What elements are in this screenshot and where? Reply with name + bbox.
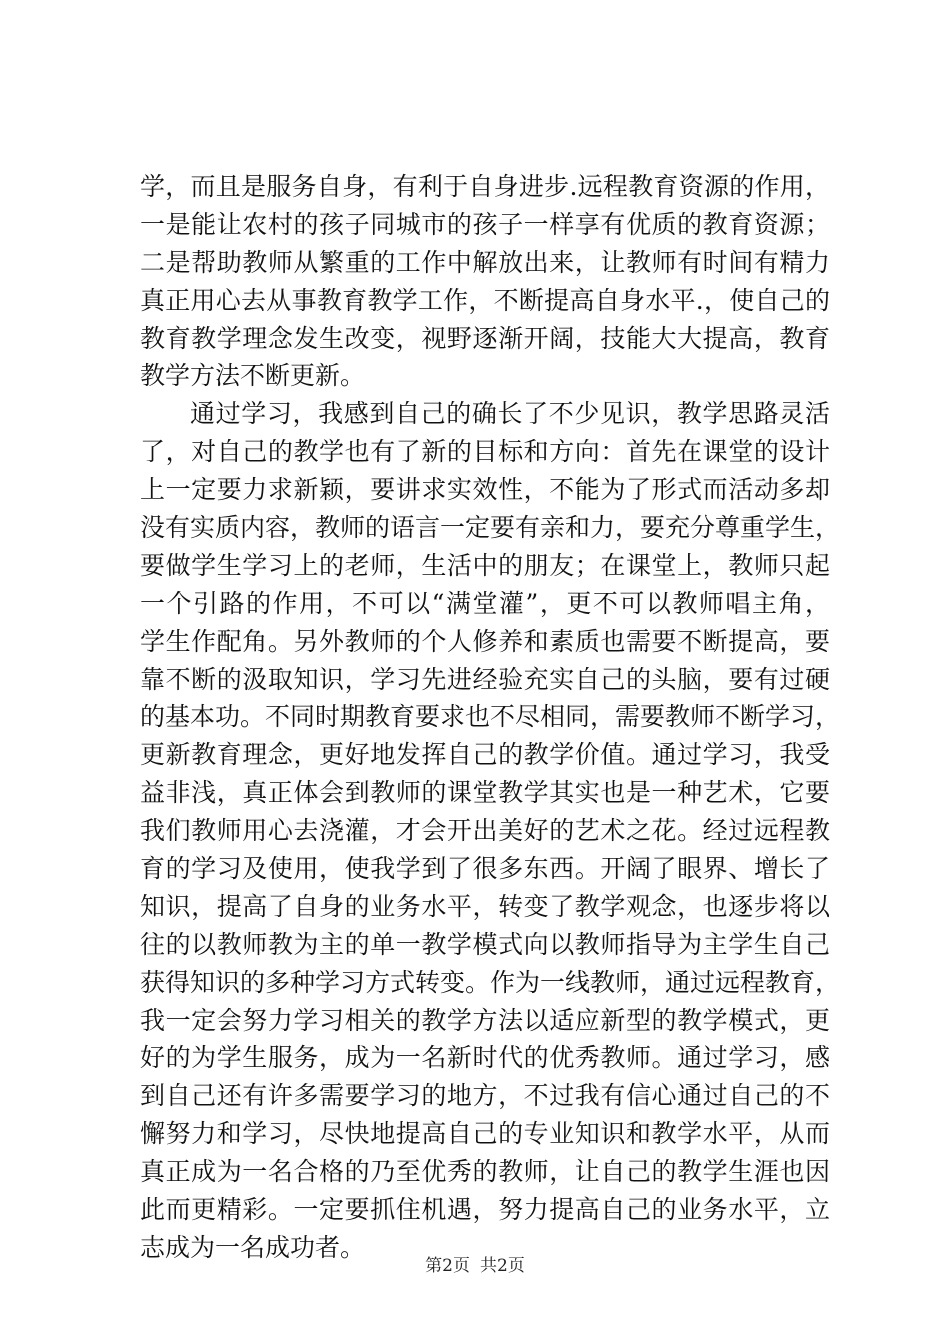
paragraph-line: 的基本功。不同时期教育要求也不尽相同，需要教师不断学习， (140, 702, 841, 732)
paragraph-line: 育的学习及使用，使我学到了很多东西。开阔了眼界、增长了 (140, 854, 830, 884)
paragraph-line: 一是能让农村的孩子同城市的孩子一样享有优质的教育资源； (140, 209, 830, 239)
paragraph-line: 更新教育理念，更好地发挥自己的教学价值。通过学习，我受 (140, 740, 830, 770)
page-total: 共2页 (480, 1256, 525, 1276)
paragraph-line: 志成为一名成功者。 (140, 1232, 366, 1262)
paragraph-line: 了，对自己的教学也有了新的目标和方向：首先在课堂的设计 (140, 437, 830, 467)
paragraph-line: 此而更精彩。一定要抓住机遇，努力提高自己的业务水平，立 (140, 1195, 830, 1225)
paragraph-line: 获得知识的多种学习方式转变。作为一线教师，通过远程教育， (140, 967, 841, 997)
paragraph-line: 学生作配角。另外教师的个人修养和素质也需要不断提高，要 (140, 626, 830, 656)
paragraph-line: 没有实质内容，教师的语言一定要有亲和力，要充分尊重学生， (140, 513, 841, 543)
paragraph (140, 395, 841, 1266)
paragraph-line: 我一定会努力学习相关的教学方法以适应新型的教学模式，更 (140, 1005, 830, 1035)
paragraph-line: 要做学生学习上的老师，生活中的朋友；在课堂上，教师只起 (140, 550, 830, 580)
document-body (140, 168, 841, 1267)
paragraph-line: 通过学习，我感到自己的确长了不少见识，教学思路灵活 (190, 399, 830, 429)
paragraph-line: 上一定要力求新颖，要讲求实效性，不能为了形式而活动多却 (140, 475, 830, 505)
page-footer (0, 1254, 950, 1278)
paragraph-line: 学，而且是服务自身，有利于自身进步.远程教育资源的作用， (140, 172, 830, 201)
paragraph-line: 往的以教师教为主的单一教学模式向以教师指导为主学生自己 (140, 929, 830, 959)
paragraph-line: 二是帮助教师从繁重的工作中解放出来，让教师有时间有精力 (140, 247, 830, 277)
paragraph-line: 教学方法不断更新。 (140, 361, 366, 391)
page-number: 第2页 (425, 1256, 470, 1276)
paragraph-line: 到自己还有许多需要学习的地方，不过我有信心通过自己的不 (140, 1081, 830, 1111)
paragraph-line: 我们教师用心去浇灌，才会开出美好的艺术之花。经过远程教 (140, 816, 830, 846)
paragraph-line: 真正用心去从事教育教学工作，不断提高自身水平.，使自己的 (140, 285, 830, 315)
paragraph-line: 一个引路的作用，不可以“满堂灌”，更不可以教师唱主角， (140, 588, 830, 618)
paragraph-line: 靠不断的汲取知识，学习先进经验充实自己的头脑，要有过硬 (140, 664, 830, 694)
paragraph-line: 好的为学生服务，成为一名新时代的优秀教师。通过学习，感 (140, 1043, 830, 1073)
paragraph (140, 168, 830, 395)
paragraph-line: 懈努力和学习，尽快地提高自己的专业知识和教学水平，从而 (140, 1119, 830, 1149)
paragraph-line: 知识，提高了自身的业务水平，转变了教学观念，也逐步将以 (140, 891, 830, 921)
paragraph-line: 益非浅，真正体会到教师的课堂教学其实也是一种艺术，它要 (140, 778, 830, 808)
paragraph-line: 教育教学理念发生改变，视野逐渐开阔，技能大大提高，教育 (140, 323, 830, 353)
paragraph-line: 真正成为一名合格的乃至优秀的教师，让自己的教学生涯也因 (140, 1157, 830, 1187)
